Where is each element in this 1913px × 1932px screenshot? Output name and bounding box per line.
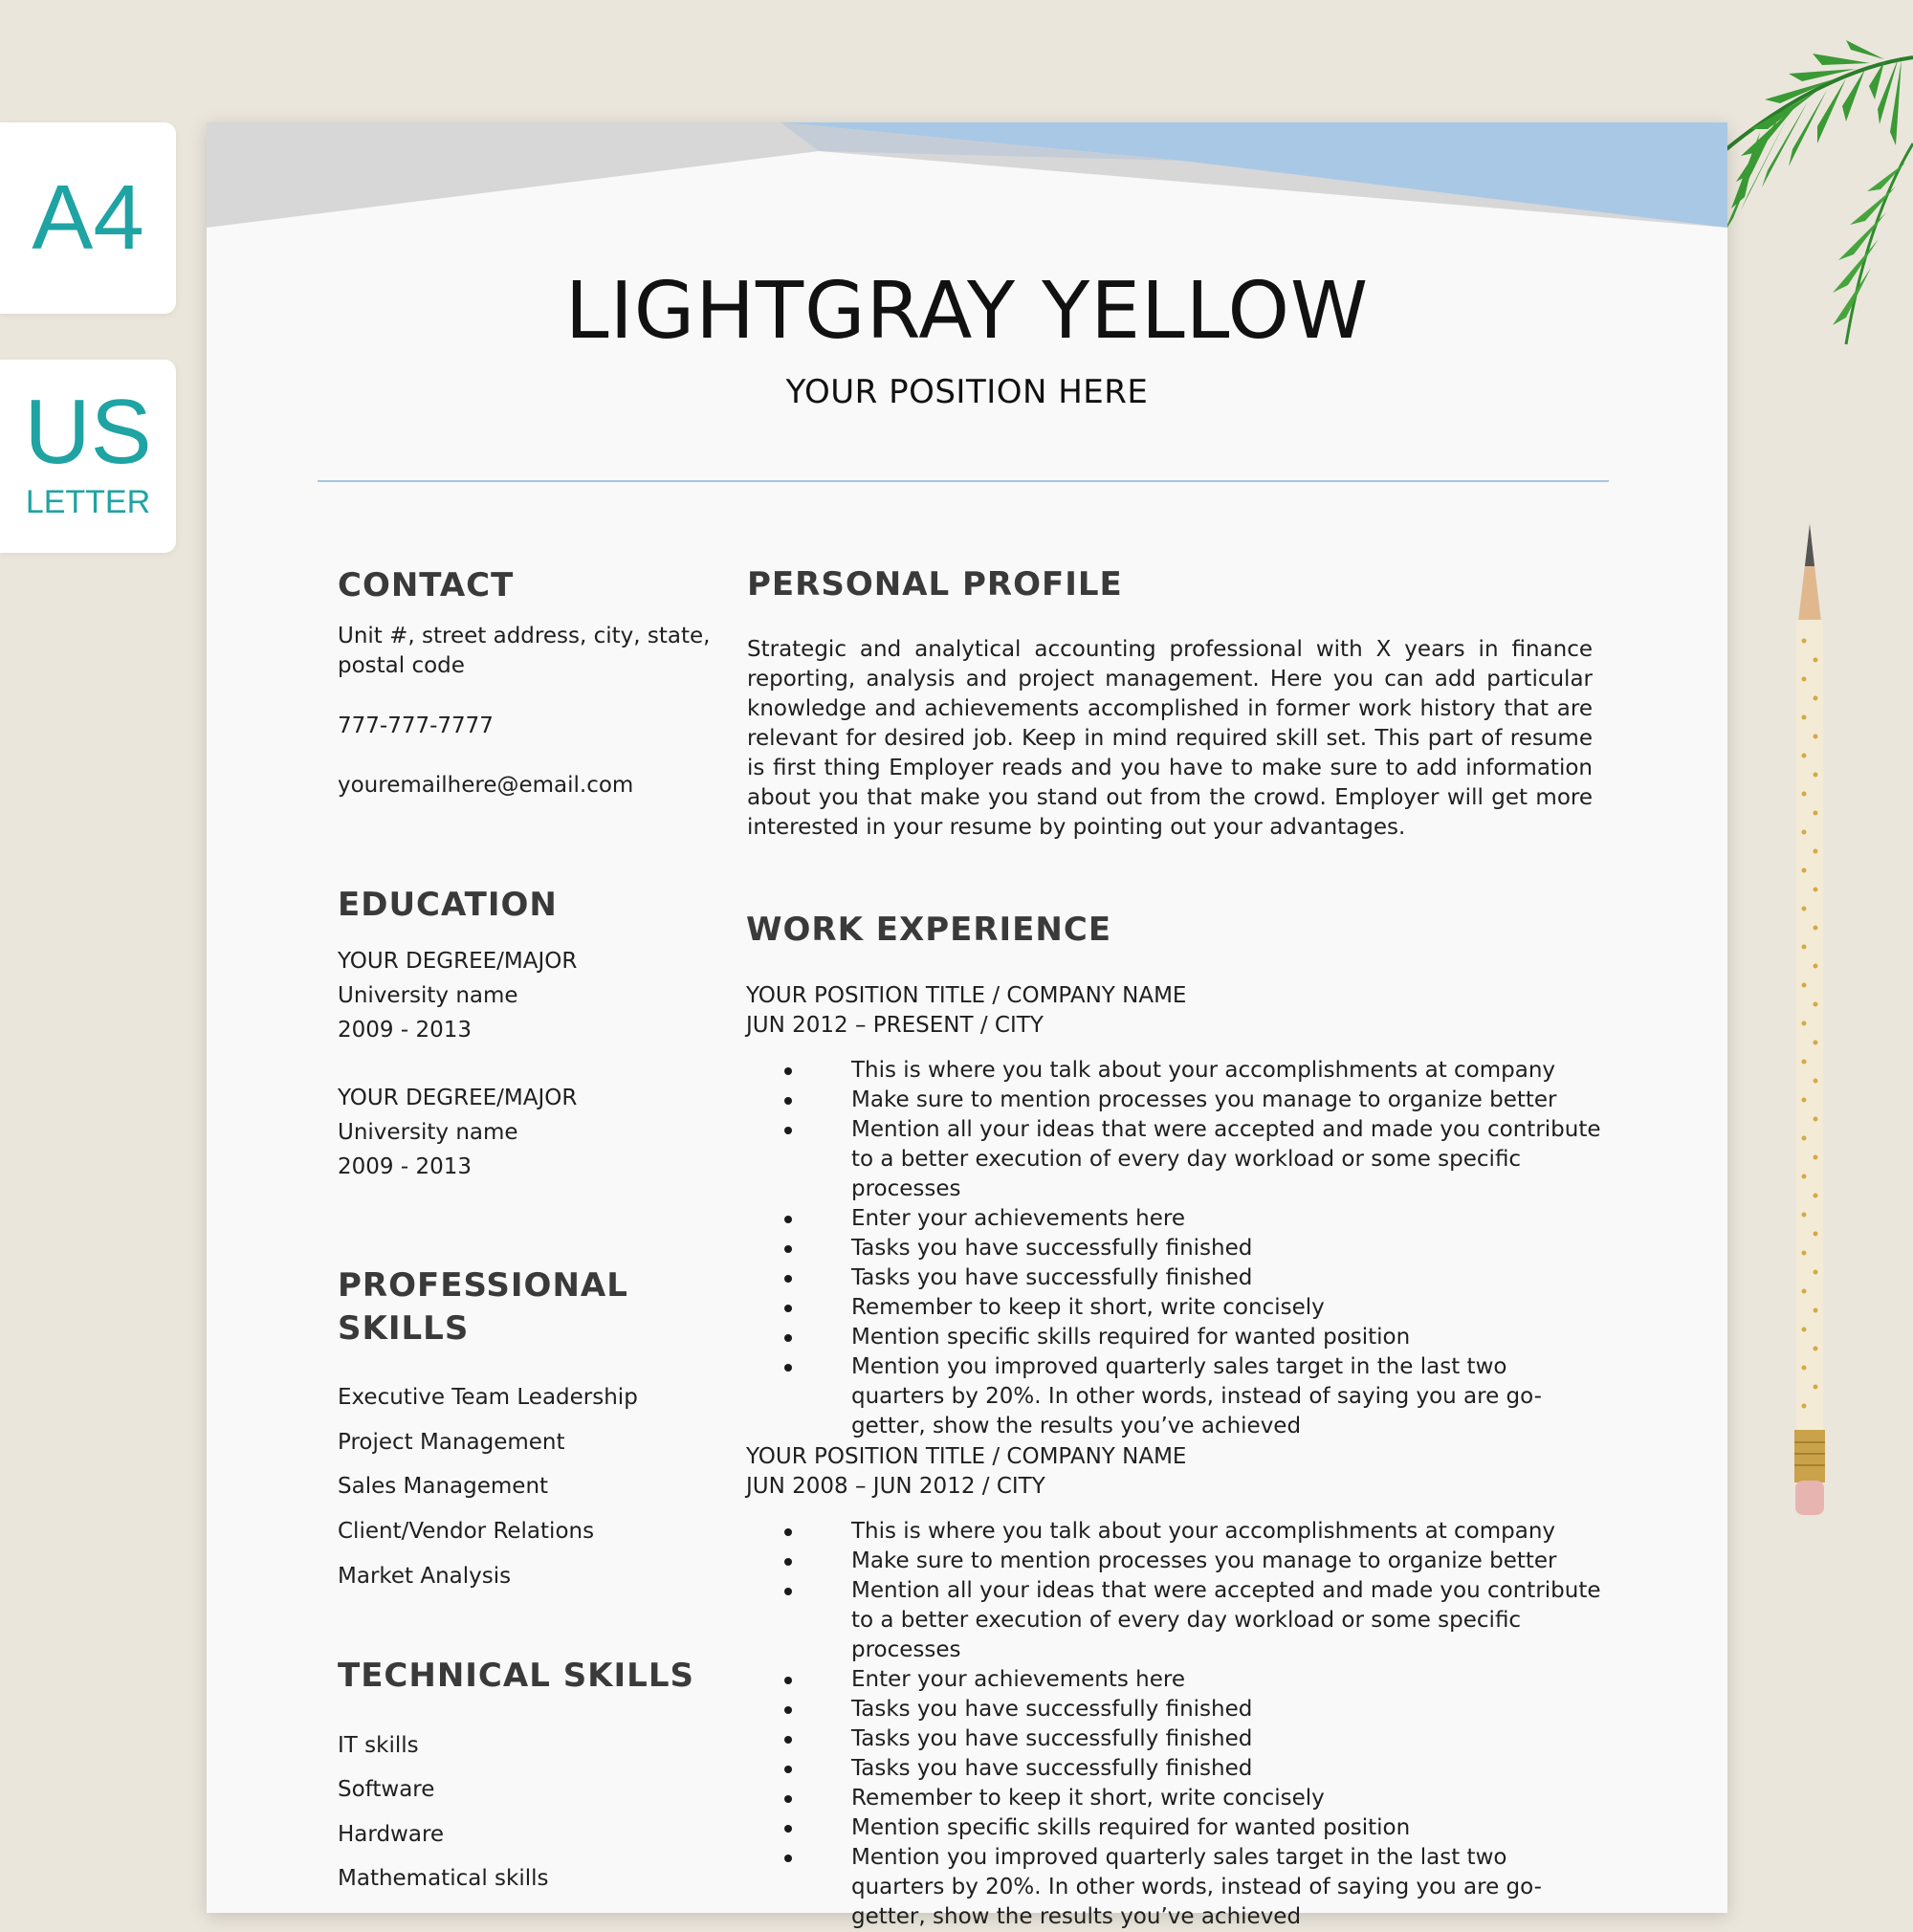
skill-item: Market Analysis bbox=[338, 1564, 512, 1589]
pencil-decoration bbox=[1781, 516, 1838, 1521]
skill-item: Sales Management bbox=[338, 1474, 549, 1499]
job-bullet-text: Mention all your ideas that were accepted and made you contribute to a better execution of every day workload or some specific processes bbox=[851, 1578, 1601, 1662]
job-bullet bbox=[784, 1056, 1607, 1086]
contact-heading: CONTACT bbox=[338, 566, 515, 604]
skill-item: Executive Team Leadership bbox=[338, 1385, 638, 1410]
job-bullet-text: Mention specific skills required for wanted position bbox=[851, 1815, 1411, 1840]
job-bullet-text: Make sure to mention processes you manage to organize better bbox=[851, 1548, 1557, 1573]
job-bullet-text: Enter your achievements here bbox=[851, 1667, 1185, 1692]
tech-skill-item: Hardware bbox=[338, 1822, 445, 1847]
education-years: 2009 - 2013 bbox=[338, 1018, 472, 1043]
job-dates: JUN 2008 – JUN 2012 / CITY bbox=[746, 1474, 1045, 1499]
badge-letter-label: LETTER bbox=[25, 484, 151, 520]
job-bullet bbox=[784, 1086, 1607, 1115]
job-bullet bbox=[784, 1547, 1607, 1576]
badge-us-letter bbox=[0, 360, 176, 553]
job-bullet bbox=[784, 1576, 1607, 1665]
education-years: 2009 - 2013 bbox=[338, 1154, 472, 1179]
job-bullet bbox=[784, 1234, 1607, 1263]
education-degree: YOUR DEGREE/MAJOR bbox=[338, 1086, 578, 1110]
job-bullet bbox=[784, 1695, 1607, 1724]
job-bullets bbox=[784, 1517, 1607, 1932]
job-bullet bbox=[784, 1323, 1607, 1352]
job-bullets bbox=[784, 1056, 1607, 1441]
professional-skills-heading-line2: SKILLS bbox=[338, 1309, 470, 1348]
header-decoration bbox=[207, 122, 1727, 237]
tech-skill-item: Mathematical skills bbox=[338, 1866, 549, 1891]
professional-skills-heading: PROFESSIONAL bbox=[338, 1266, 628, 1305]
job-dates: JUN 2012 – PRESENT / CITY bbox=[746, 1013, 1044, 1038]
job-bullet-text: Make sure to mention processes you manage to organize better bbox=[851, 1087, 1557, 1112]
job-bullet bbox=[784, 1293, 1607, 1323]
work-experience-heading: WORK EXPERIENCE bbox=[746, 911, 1112, 949]
job-bullet-text: This is where you talk about your accomplishments at company bbox=[851, 1519, 1556, 1544]
job-bullet-text: Tasks you have successfully finished bbox=[851, 1265, 1253, 1290]
job-bullet-text: Mention specific skills required for wanted position bbox=[851, 1325, 1411, 1350]
job-bullet bbox=[784, 1813, 1607, 1843]
job-bullet-text: Remember to keep it short, write concisely bbox=[851, 1295, 1325, 1320]
job-bullet bbox=[784, 1665, 1607, 1695]
job-bullet-text: Enter your achievements here bbox=[851, 1206, 1185, 1231]
job-title: YOUR POSITION TITLE / COMPANY NAME bbox=[746, 1444, 1187, 1469]
job-bullet bbox=[784, 1724, 1607, 1754]
resume-page bbox=[207, 122, 1727, 1929]
job-bullet bbox=[784, 1352, 1607, 1441]
job-bullet-text: Remember to keep it short, write concisely bbox=[851, 1786, 1325, 1811]
contact-email: youremailhere@email.com bbox=[338, 773, 634, 798]
education-heading: EDUCATION bbox=[338, 886, 558, 924]
job-bullet bbox=[784, 1204, 1607, 1234]
badge-us-label: US bbox=[24, 381, 152, 483]
profile-text: Strategic and analytical accounting professional with X years in finance reporting, analysis and project management. Here you can add particular knowledge and achievements accomplished in former work history that are relevant for desired job. Keep in mind required skill set. This part of resume is first thing Employer reads and you have to make sure to add information about you that make you stand out from the crowd. Employer will get more interested in your resume by pointing out your advantages. bbox=[747, 637, 1593, 840]
badge-a4-label: A4 bbox=[32, 166, 144, 269]
job-bullet bbox=[784, 1517, 1607, 1547]
contact-phone: 777-777-7777 bbox=[338, 714, 494, 738]
job-bullet-text: Mention all your ideas that were accepted and made you contribute to a better execution of every day workload or some specific processes bbox=[851, 1117, 1601, 1201]
header-divider bbox=[318, 480, 1609, 482]
technical-skills-heading: TECHNICAL SKILLS bbox=[338, 1657, 694, 1695]
badge-a4 bbox=[0, 122, 176, 314]
education-school: University name bbox=[338, 983, 518, 1008]
job-bullet bbox=[784, 1115, 1607, 1204]
job-bullet-text: Tasks you have successfully finished bbox=[851, 1697, 1253, 1722]
resume-position: YOUR POSITION HERE bbox=[785, 373, 1149, 411]
job-bullet-text: Tasks you have successfully finished bbox=[851, 1756, 1253, 1781]
job-title: YOUR POSITION TITLE / COMPANY NAME bbox=[746, 983, 1187, 1008]
job-bullet-text: Tasks you have successfully finished bbox=[851, 1236, 1253, 1261]
education-school: University name bbox=[338, 1120, 518, 1145]
job-bullet-text: Mention you improved quarterly sales target in the last two quarters by 20%. In other words, instead of saying you are go-getter, show the results you’ve achieved bbox=[851, 1354, 1542, 1438]
job-bullet-text: Tasks you have successfully finished bbox=[851, 1726, 1253, 1751]
job-bullet bbox=[784, 1754, 1607, 1784]
tech-skill-item: IT skills bbox=[338, 1733, 419, 1758]
skill-item: Project Management bbox=[338, 1430, 565, 1455]
contact-address-line1: Unit #, street address, city, state, bbox=[338, 624, 711, 648]
resume-name: LIGHTGRAY YELLOW bbox=[564, 266, 1370, 357]
skill-item: Client/Vendor Relations bbox=[338, 1519, 595, 1544]
job-bullet bbox=[784, 1784, 1607, 1813]
contact-address-line2: postal code bbox=[338, 653, 465, 678]
education-degree: YOUR DEGREE/MAJOR bbox=[338, 949, 578, 974]
job-bullet bbox=[784, 1843, 1607, 1932]
tech-skill-item: Software bbox=[338, 1777, 435, 1802]
job-bullet-text: Mention you improved quarterly sales target in the last two quarters by 20%. In other words, instead of saying you are go-getter, show the results you’ve achieved bbox=[851, 1845, 1542, 1929]
job-bullet-text: This is where you talk about your accomplishments at company bbox=[851, 1058, 1556, 1083]
profile-heading: PERSONAL PROFILE bbox=[747, 565, 1123, 604]
job-bullet bbox=[784, 1263, 1607, 1293]
